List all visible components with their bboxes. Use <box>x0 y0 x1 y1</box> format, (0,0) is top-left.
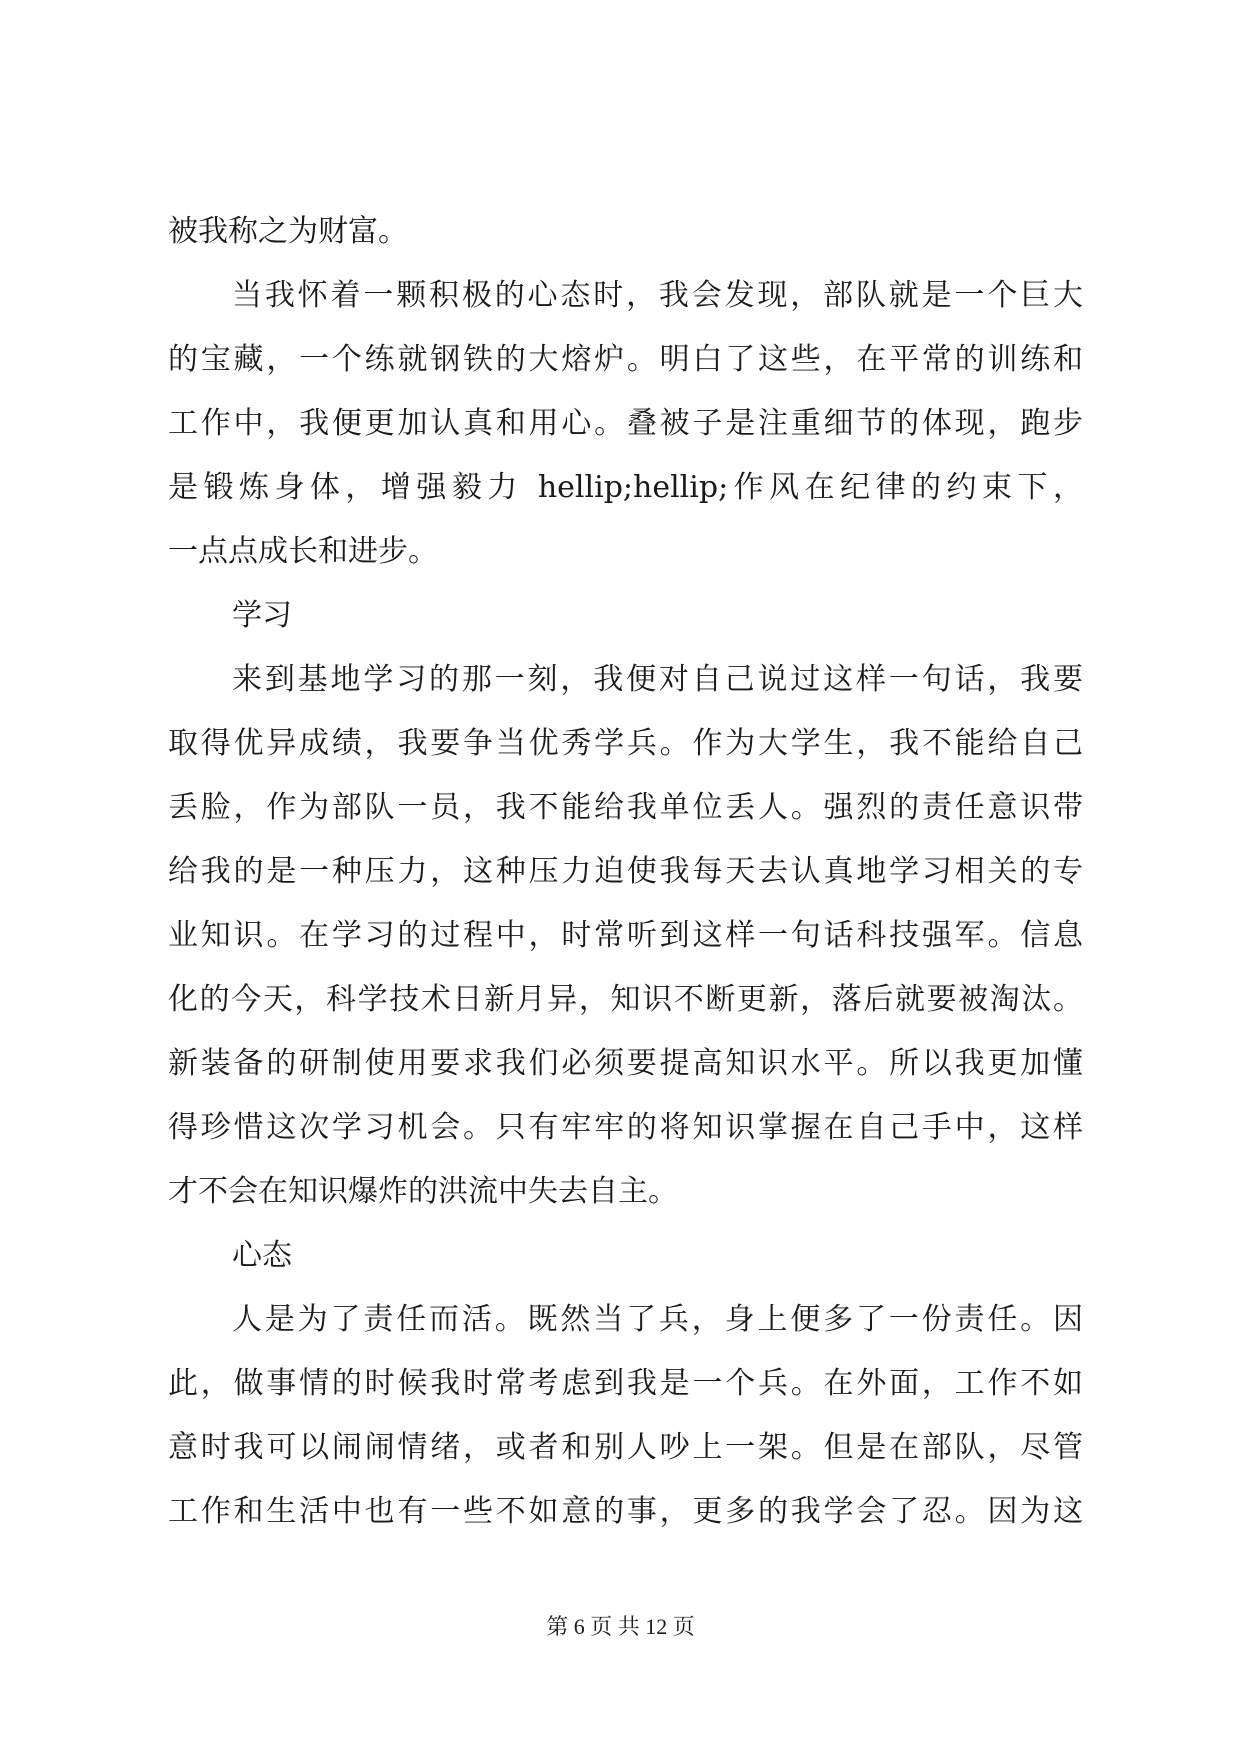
paragraph-line: 取得优异成绩，我要争当优秀学兵。作为大学生，我不能给自己 <box>168 726 1083 761</box>
paragraph-line: 新装备的研制使用要求我们必须要提高知识水平。所以我更加懂 <box>168 1046 1083 1081</box>
body-text <box>168 200 1083 1544</box>
paragraph-line: 的宝藏，一个练就钢铁的大熔炉。明白了这些，在平常的训练和 <box>168 342 1083 377</box>
paragraph-line: 人是为了责任而活。既然当了兵，身上便多了一份责任。因 <box>232 1302 1083 1337</box>
paragraph-line: 是锻炼身体，增强毅力 hellip;hellip;作风在纪律的约束下， <box>168 470 1083 505</box>
paragraph-line: 意时我可以闹闹情绪，或者和别人吵上一架。但是在部队，尽管 <box>168 1430 1083 1465</box>
paragraph-line: 才不会在知识爆炸的洪流中失去自主。 <box>168 1174 678 1209</box>
section-heading-mindset: 心态 <box>232 1238 292 1273</box>
section-heading-study: 学习 <box>232 598 292 633</box>
paragraph-line: 工作和生活中也有一些不如意的事，更多的我学会了忍。因为这 <box>168 1494 1083 1529</box>
paragraph-line: 工作中，我便更加认真和用心。叠被子是注重细节的体现，跑步 <box>168 406 1083 441</box>
paragraph-line: 此，做事情的时候我时常考虑到我是一个兵。在外面，工作不如 <box>168 1366 1083 1401</box>
paragraph-line: 一点点成长和进步。 <box>168 534 438 569</box>
paragraph-line: 当我怀着一颗积极的心态时，我会发现，部队就是一个巨大 <box>232 278 1083 313</box>
paragraph-line: 给我的是一种压力，这种压力迫使我每天去认真地学习相关的专 <box>168 854 1083 889</box>
paragraph-line: 被我称之为财富。 <box>168 214 408 249</box>
paragraph-line: 来到基地学习的那一刻，我便对自己说过这样一句话，我要 <box>232 662 1083 697</box>
paragraph-line: 业知识。在学习的过程中，时常听到这样一句话科技强军。信息 <box>168 918 1083 953</box>
paragraph-line: 得珍惜这次学习机会。只有牢牢的将知识掌握在自己手中，这样 <box>168 1110 1083 1145</box>
paragraph-line: 丢脸，作为部队一员，我不能给我单位丢人。强烈的责任意识带 <box>168 790 1083 825</box>
page-number-footer: 第 6 页 共 12 页 <box>546 1614 695 1639</box>
paragraph-line: 化的今天，科学技术日新月异，知识不断更新，落后就要被淘汰。 <box>168 982 1083 1017</box>
